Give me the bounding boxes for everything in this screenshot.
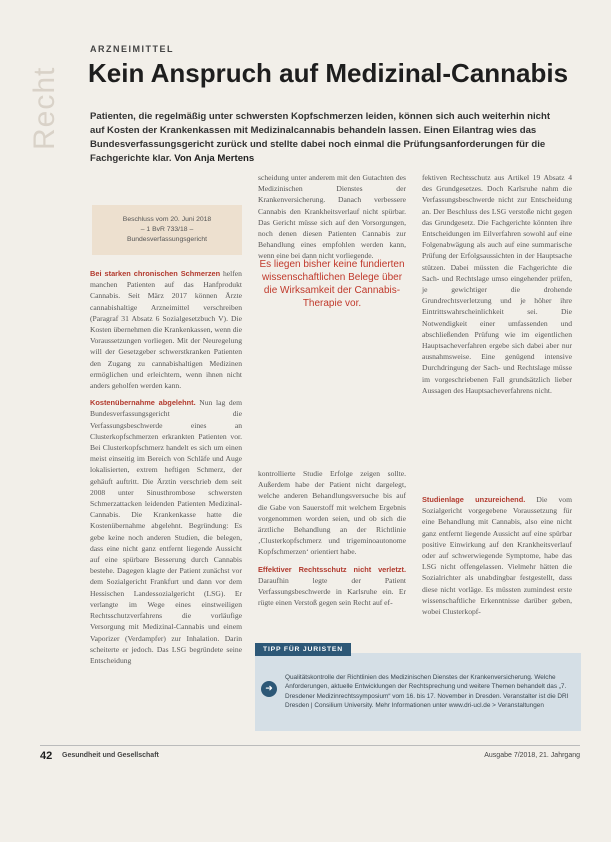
tip-text: Qualitätskontrolle der Richtlinien des Medizinischen Dienstes der Krankenversicherung. Welche Anforderungen, aktuelle Entwicklungen der Rechtsprechung und weitere Themen behandelt das „7. Dresdener Medizinrechtssymposium“ vom 16. bis 17. November in Dresden. Veranstalter ist die DRI Dresden | Consilium University. Mehr Informationen unter www.dri-ucl.de > Veranstaltungen bbox=[285, 674, 569, 710]
paragraph-subheading: Effektiver Rechtsschutz nicht verletzt. bbox=[258, 564, 406, 574]
article-kicker: ARZNEIMITTEL bbox=[90, 44, 174, 54]
pull-quote: Es liegen bisher keine fundierten wissenschaftlichen Belege über die Wirksamkeit der Cannabis-Therapie vor. bbox=[259, 259, 405, 309]
ruling-date: Beschluss vom 20. Juni 2018 bbox=[122, 216, 212, 223]
article-headline: Kein Anspruch auf Medizinal-Cannabis bbox=[88, 58, 569, 88]
article-lead bbox=[90, 110, 560, 166]
paragraph-text: kontrollierte Studie Erfolge zeigen sollte. Außerdem habe der Patient nicht dargelegt, welche anderen Behandlungsversuche bis auf die Gabe von Sauerstoff mit welchem Ergebnis vorgenommen worden seien, und ob sich die ärztliche Behandlung an der Richtlinie ‚Clusterkopfschmerz und trigeminoautonome Kopfschmerzen‘ orientiert habe. bbox=[258, 469, 406, 557]
column-3-bottom bbox=[422, 494, 572, 623]
footer-section: Gesundheit und Gesellschaft bbox=[62, 752, 159, 759]
paragraph bbox=[258, 564, 406, 609]
ruling-court: Bundesverfassungsgericht bbox=[126, 236, 208, 243]
paragraph-text: scheidung unter anderem mit den Gutachten des Medizinischen Dienstes der Krankenversicherung. Danach verbessere Cannabis den Krankheitsverlauf nicht spürbar. Das Gericht müsse sich auf den Vorsorgungen, noch denen diesen Patienten Cannabis zur Behandlung eines empfohlen werden kann, wenn eine bei dann nicht vorliegende. bbox=[258, 173, 406, 261]
paragraph-subheading: Studienlage unzureichend. bbox=[422, 495, 526, 504]
paragraph-text: fektiven Rechtsschutz aus Artikel 19 Absatz 4 des Grundgesetzes. Doch Karlsruhe nahm die Verfassungsbeschwerde nicht zur Entscheidung an. Der Beschluss des LSG verstoße nicht gegen das Grundgesetz. Die Fachgerichte könnten ihre Entscheidungen im Eilverfahren sowohl auf eine Folgenabwägung als auch auf eine summarische Prüfung der Erfolgsaussichten in der Hauptsache stützen. Dabei müssten die Fachgerichte die Sach- und Rechtslage umso eingehender prüfen, je gewichtiger die drohende Grundrechtsverletzung und je höher ihre Eintrittswahrscheinlichkeit sei. Die Notwendigkeit einer umfassenden und abschließenden Prüfung wie im eigentlichen Hauptsacheverfahren ergebe sich dabei aber nur ausnahmsweise. Eine genügend intensive Durchdringung der Sach- und Rechtslage müsse im vorgeschriebenen Fall grundsätzlich lieber Aussagen des Hauptsacheverfahrens nicht. bbox=[422, 173, 572, 395]
arrow-right-icon: ➜ bbox=[261, 681, 277, 697]
page-footer bbox=[40, 750, 580, 764]
lead-text: Patienten, die regelmäßig unter schwersten Kopfschmerzen leiden, können sich auch weiterhin nicht auf Kosten der Krankenkassen mit Medizinalcannabis behandeln lassen. Einen Eilantrag wies das Bundesverfassungsgericht zurück und stellte dabei noch einmal die Prüfungsanforderungen für die Fachgerichte klar. bbox=[90, 111, 551, 164]
paragraph bbox=[90, 268, 242, 391]
tip-label: TIPP FÜR JURISTEN bbox=[255, 643, 351, 656]
footer-issue: Ausgabe 7/2018, 21. Jahrgang bbox=[484, 752, 580, 759]
column-3-top bbox=[422, 172, 572, 402]
paragraph-text: helfen manchen Patienten auf das Hanfprodukt Cannabis. Seit März 2017 können Ärzte cannabishaltige Arzneimittel verschreiben (Paragraf 31 Absatz 6 Sozialgesetzbuch V). Die Kosten übernehmen die Krankenkassen, wenn die Voraussetzungen vorliegen. Mit der Neuregelung will der Gesetzgeber schwerstkranken Patienten den Zugang zu cannabishaltigen Medizinen ermöglichen und erleichtern, wenn ihnen nicht anders geholfen werden kann. bbox=[90, 269, 242, 391]
paragraph-text: Nun lag dem Bundesverfassungsgericht die Verfassungsbeschwerde eines an Clusterkopfschmerzen erkrankten Patienten vor. Bei Clusterkopfschmerz handelt es sich um einen meist einseitig im Bereich von Schläfe und Auge lokalisierten, extrem heftigen Schmerz, der gehäuft auftritt. Die Ärztin verschrieb dem seit 2008 unter Sinusthrombose schwersten Schmerzattacken leidenden Patienten Medizinal-Cannabis. Die Krankenkasse hatte die Kostenübernahme abgelehnt. Begründung: Es gebe keine noch anderen Studien, die belegen, dass eine nicht ganz entfernt liegende Aussicht auf eine spürbare Besserung durch Cannabis bestehe. Dagegen klagte der Patient zunächst vor dem Sozialgericht Frankfurt und dann vor dem Hessischen Landessozialgericht (LSG). Er verlangte im Wege eines einstweiligen Rechtsschutzverfahrens die vorläufige Versorgung mit Medizinal-Cannabis und einem Vaporizer (Verdampfer) zur Inhalation. Darin scheiterte er jedoch. Das LSG begründete seine Entscheidung bbox=[90, 398, 242, 665]
footer-divider bbox=[40, 745, 580, 746]
article-author: Von Anja Mertens bbox=[174, 152, 255, 164]
ruling-file-number: – 1 BvR 733/18 – bbox=[140, 226, 194, 233]
paragraph-subheading: Bei starken chronischen Schmerzen bbox=[90, 269, 221, 278]
paragraph bbox=[422, 494, 572, 617]
paragraph-text: Daraufhin legte der Patient Verfassungsbeschwerde in Karlsruhe ein. Er rügte einen Verstoß gegen sein Recht auf ef- bbox=[258, 575, 406, 608]
paragraph-text: Die vom Sozialgericht vorgegebene Voraussetzung für eine Behandlung mit Cannabis, also eine nicht ganz entfernt liegende Aussicht auf eine spürbar positive Einwirkung auf den Krankheitsverlauf oder auf schwerwiegende Symptome, habe das LSG nicht offengelassen. Vielmehr hätten die Sozialrichter als unabdingbar festgestellt, dass diese nicht vorläge. Es müssten zumindest erste wissenschaftliche Erkenntnisse darüber geben, wobei Clusterkopf- bbox=[422, 495, 572, 617]
column-1 bbox=[90, 268, 242, 672]
ruling-info-box bbox=[92, 205, 242, 255]
paragraph-subheading: Kostenübernahme abgelehnt. bbox=[90, 398, 196, 408]
tip-box bbox=[255, 646, 581, 731]
paragraph bbox=[90, 397, 242, 666]
page-number: 42 bbox=[40, 750, 53, 762]
section-side-label: Recht bbox=[28, 66, 61, 150]
column-2-top bbox=[258, 172, 406, 268]
column-2-bottom bbox=[258, 468, 406, 614]
